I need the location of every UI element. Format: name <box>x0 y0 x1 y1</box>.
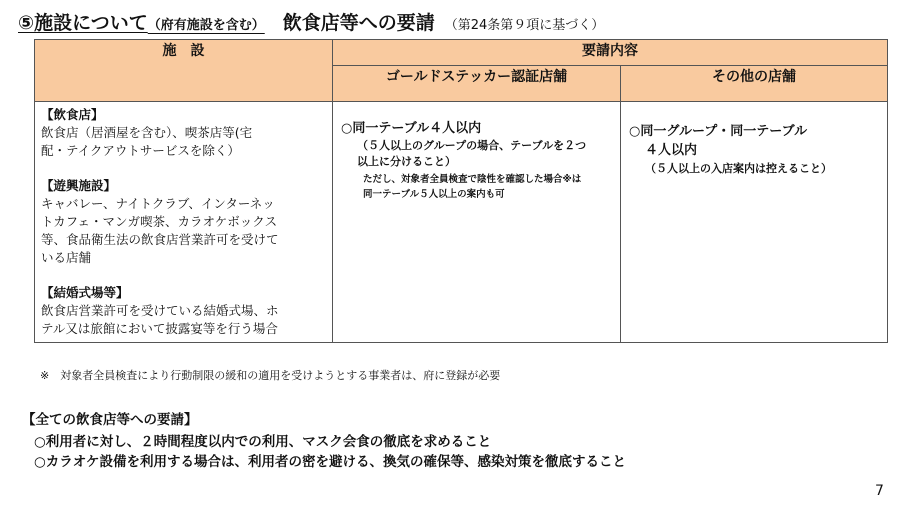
facility-group-wedding: 【結婚式場等】 飲食店営業許可を受けている結婚式場、ホ テル又は旅館において披露宴等を行う場合 <box>41 285 279 336</box>
request-table <box>34 39 888 343</box>
other-store-header: その他の店舗 <box>621 66 888 102</box>
title-paren: （府有施設を含む） <box>147 18 265 33</box>
facility-cell <box>35 102 333 343</box>
all-requests-title: 【全ての飲食店等への要請】 <box>22 412 198 428</box>
slide-title <box>18 8 888 36</box>
gold-sub-rule-2: 以上に分けること） <box>357 155 456 168</box>
other-sub-rule: （５人以上の入店案内は控えること） <box>645 162 832 175</box>
other-main-rule-2: ４人以内 <box>645 143 698 158</box>
facility-header: 施 設 <box>35 40 333 102</box>
all-request-item: ○カラオケ設備を利用する場合は、利用者の密を避ける、換気の確保等、感染対策を徹底すること <box>34 454 627 470</box>
other-main-rule-1: ○同一グループ・同一テーブル <box>629 124 808 139</box>
gold-sticker-cell <box>333 102 621 343</box>
title-request: 飲食店等への要請 <box>282 12 435 34</box>
gold-sticker-header: ゴールドステッカー認証店舗 <box>333 66 621 102</box>
gold-sub-rule-1: （５人以上のグループの場合、テーブルを２つ <box>357 139 587 152</box>
facility-group-restaurant: 【飲食店】 飲食店（居酒屋を含む）、喫茶店等(宅 配・テイクアウトサービスを除く） <box>41 107 253 158</box>
gold-note-1: ただし、対象者全員検査で陰性を確認した場合※は <box>363 174 582 185</box>
title-basis: （第24条第９項に基づく） <box>444 18 605 33</box>
facility-group-amusement: 【遊興施設】 キャバレー、ナイトクラブ、インターネッ トカフェ・マンガ喫茶、カラオケボックス 等、食品衛生法の飲食店営業許可を受けて いる店舗 <box>41 178 279 265</box>
request-header: 要請内容 <box>333 40 888 66</box>
page-number: 7 <box>875 483 884 499</box>
all-request-item: ○利用者に対し、２時間程度以内での利用、マスク会食の徹底を求めること <box>34 434 492 450</box>
footnote: ※ 対象者全員検査により行動制限の緩和の適用を受けようとする事業者は、府に登録が必要 <box>40 369 501 382</box>
title-main: ⑤施設について <box>18 12 148 34</box>
gold-main-rule: ○同一テーブル４人以内 <box>341 121 482 136</box>
gold-note-2: 同一テーブル５人以上の案内も可 <box>363 189 505 200</box>
other-store-cell <box>621 102 888 343</box>
